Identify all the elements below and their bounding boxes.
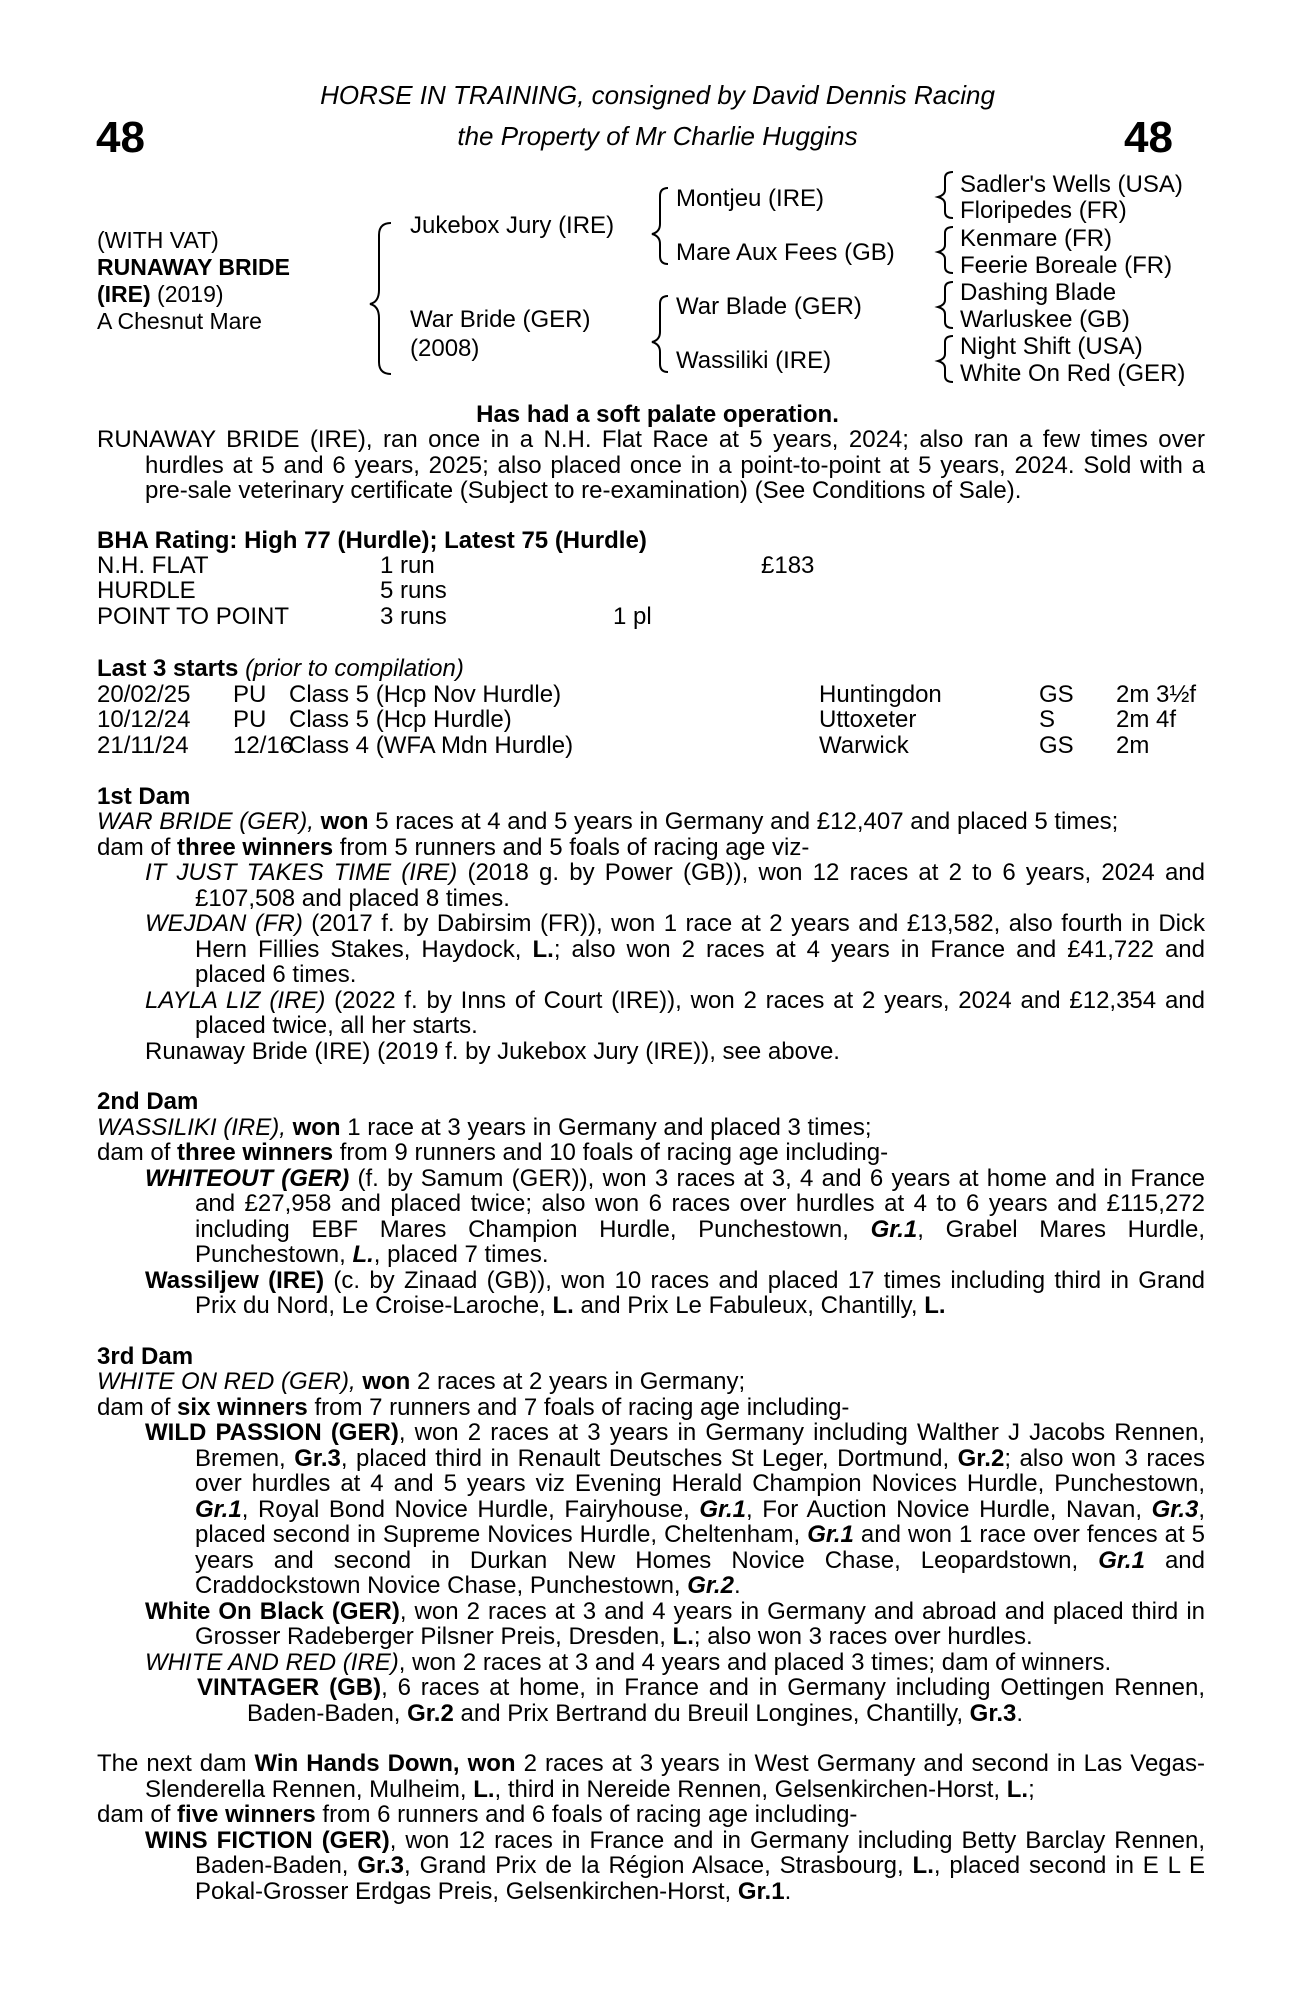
rating-runs: 1 run (380, 552, 435, 579)
offspring-name: WHITE AND RED (IRE) (145, 1648, 399, 1676)
offspring-text-2: ; also won 2 races at 4 years in France and £41,722 and placed 6 times. (195, 935, 1206, 988)
offspring-text: (c. by Zinaad (GB)), won 10 races and placed 17 times including third in Grand Prix du Nord, Le Croise-Laroche, (195, 1266, 1206, 1319)
horse-country: (IRE) (97, 281, 151, 307)
third-dam-title: 3rd Dam (97, 1342, 194, 1370)
won-word: , won (452, 1750, 516, 1777)
second-dam-offspring-2 (145, 1268, 1205, 1319)
last-starts-label: Last 3 starts (97, 655, 239, 682)
offspring-name: VINTAGER (GB) (197, 1674, 382, 1701)
winners-count: six winners (177, 1393, 308, 1421)
horse-description: A Chesnut Mare (97, 308, 262, 334)
produce-text: from 5 runners and 5 foals of racing age viz- (333, 833, 810, 861)
group-mark: Gr.1 (870, 1215, 918, 1243)
lot-number-left: 48 (96, 113, 145, 162)
pedigree-gen3-5: Dashing Blade (960, 279, 1117, 306)
offspring-text: . (733, 1572, 741, 1599)
produce-prefix: dam of (97, 1139, 178, 1166)
start-date: 21/11/24 (97, 731, 189, 759)
offspring-text: (2017 f. by Dabirsim (FR)), won 1 race at 2 years and £13,582, also fourth in Dick Hern Fillies Stakes, Haydock, (195, 910, 1205, 963)
start-distance: 2m 3½f (1116, 680, 1197, 708)
rating-table (97, 553, 1205, 630)
offspring-text: (f. by Samum (GER)), won 3 races at 3, 4 and 6 years at home and in France and £27,958 and placed twice; also won 6 races over hurdles at 4 to 6 years and £115,272 including EBF Mares Champion Hurdle, Punchestown, (195, 1164, 1206, 1243)
offspring-text-4: . (784, 1877, 792, 1905)
start-date: 10/12/24 (97, 705, 191, 733)
pedigree-gen3-1: Sadler's Wells (USA) (960, 171, 1183, 198)
start-course: Huntingdon (819, 680, 942, 708)
pedigree-sire-sire: Montjeu (IRE) (676, 185, 825, 212)
dam-name: WASSILIKI (IRE), (97, 1113, 286, 1141)
group-mark: Gr.2 (407, 1699, 454, 1727)
offspring-text-2: ; also won 3 races over hurdles. (693, 1623, 1033, 1650)
next-dam-text: 2 races at 3 years in West Germany and second in Las Vegas-Slenderella Rennen, Mulheim, (145, 1750, 1205, 1803)
dam-record-text: 5 races at 4 and 5 years in Germany and £12,407 and placed 5 times; (368, 808, 1119, 835)
next-dam-text-2: , third in Nereide Rennen, Gelsenkirchen-Horst, (494, 1775, 1007, 1803)
offspring-text: , won 2 races at 3 years in Germany including Walther J Jacobs Rennen, Bremen, (195, 1419, 1205, 1472)
group-mark: Gr.1 (1098, 1546, 1145, 1574)
offspring-name: WHITEOUT (GER) (145, 1164, 350, 1192)
pedigree-dam: War Bride (GER) (410, 306, 591, 333)
start-course: Uttoxeter (819, 705, 917, 733)
offspring-text: , placed second in Supreme Novices Hurdle, Cheltenham, (195, 1495, 1206, 1548)
start-going: S (1039, 705, 1056, 733)
start-distance: 2m (1116, 731, 1150, 759)
second-dam-record (97, 1115, 1205, 1141)
header-consignor: HORSE IN TRAINING, consigned by David Dennis Racing (320, 80, 995, 110)
horse-year: (2019) (150, 281, 224, 307)
listed-mark: L. (672, 1623, 694, 1650)
third-dam-grandoffspring-1 (197, 1675, 1205, 1726)
offspring-text: ; also won 3 races over hurdles at 4 and 5 years viz Evening Herald Champion Novices Hurdle, Punchestown, (195, 1444, 1206, 1497)
offspring-text: , placed third in Renault Deutsches St Leger, Dortmund, (340, 1444, 958, 1472)
next-dam-produce (97, 1802, 1205, 1828)
offspring-name: White On Black (GER) (145, 1597, 400, 1625)
group-mark: Gr.3 (1151, 1495, 1199, 1523)
dam-record-text: 1 race at 3 years in Germany and placed 3 times; (340, 1113, 872, 1141)
pedigree-gen3-7: Night Shift (USA) (960, 333, 1143, 360)
group-mark-2: Gr.3 (969, 1699, 1017, 1727)
produce-text: from 7 runners and 7 foals of racing age including- (307, 1393, 850, 1421)
last-starts-table (97, 682, 1205, 759)
produce-prefix: dam of (97, 833, 178, 861)
group-mark: Gr.2 (687, 1572, 734, 1599)
won-word: won (355, 1368, 411, 1395)
start-race: Class 5 (Hcp Nov Hurdle) (289, 680, 562, 708)
second-dam-title: 2nd Dam (97, 1088, 199, 1115)
listed-mark: L. (552, 1292, 574, 1319)
horse-name: RUNAWAY BRIDE (97, 254, 290, 280)
pedigree-dam-dam: Wassiliki (IRE) (676, 347, 832, 374)
offspring-text: , won 2 races at 3 and 4 years in Germany and abroad and placed third in Grosser Radeberger Pilsner Preis, Dresden, (195, 1597, 1206, 1650)
last-starts-note: (prior to compilation) (238, 655, 464, 682)
soft-palate-notice: Has had a soft palate operation. (476, 401, 839, 428)
offspring-text: , won 12 races in France and in Germany including Betty Barclay Rennen, Baden-Baden, (195, 1826, 1205, 1879)
produce-prefix: dam of (97, 1393, 178, 1421)
first-dam-produce (97, 835, 1205, 861)
rating-type: POINT TO POINT (97, 603, 290, 630)
vat-label: (WITH VAT) (97, 227, 219, 253)
offspring-text: (2018 g. by Power (GB)), won 12 races at 2 to 6 years, 2024 and £107,508 and placed 8 times. (195, 859, 1205, 912)
listed-mark: L. (473, 1775, 495, 1803)
offspring-name: WEJDAN (FR) (145, 910, 303, 937)
start-pos: PU (233, 680, 267, 708)
listed-mark: L. (352, 1241, 374, 1268)
third-dam-offspring-2 (145, 1599, 1205, 1650)
pedigree-gen3-8: White On Red (GER) (960, 360, 1186, 387)
pedigree-sire-dam: Mare Aux Fees (GB) (676, 239, 895, 266)
pedigree-gen3-6: Warluskee (GB) (960, 306, 1130, 333)
offspring-name: IT JUST TAKES TIME (IRE) (145, 859, 458, 886)
bha-rating-title: BHA Rating: High 77 (Hurdle); Latest 75 (Hurdle) (97, 526, 647, 554)
group-mark: Gr.1 (699, 1495, 747, 1523)
start-race: Class 4 (WFA Mdn Hurdle) (289, 731, 574, 759)
next-dam-record (97, 1751, 1205, 1802)
offspring-text: , won 2 races at 3 and 4 years and placed 3 times; dam of winners. (398, 1648, 1112, 1676)
listed-mark-2: L. (1006, 1775, 1029, 1803)
third-dam-produce (97, 1395, 1205, 1421)
start-course: Warwick (819, 731, 909, 759)
second-dam-offspring-1 (145, 1166, 1205, 1268)
offspring-name: LAYLA LIZ (IRE) (145, 986, 326, 1014)
pedigree-gen3-2: Floripedes (FR) (960, 197, 1127, 224)
group-mark: Gr.3 (294, 1444, 341, 1472)
header-property: the Property of Mr Charlie Huggins (457, 121, 858, 151)
dam-record-text: 2 races at 2 years in Germany; (410, 1368, 746, 1395)
last-starts-title (97, 656, 1205, 682)
next-dam-text-3: ; (1028, 1775, 1035, 1803)
second-dam-produce (97, 1140, 1205, 1166)
group-mark-2: Gr.1 (737, 1877, 785, 1905)
first-dam-offspring-1 (145, 860, 1205, 911)
pedigree-dam-sire: War Blade (GER) (676, 293, 862, 320)
rating-runs: 3 runs (380, 603, 447, 630)
offspring-text: and won 1 race over fences at 5 years and second in Durkan New Homes Novice Chase, Leopardstown, (195, 1521, 1205, 1574)
winners-count: three winners (177, 833, 334, 861)
pedigree-gen3-3: Kenmare (FR) (960, 225, 1113, 252)
offspring-text-3: . (1016, 1699, 1024, 1727)
offspring-text-3: , placed second in E L E Pokal-Grosser Erdgas Preis, Gelsenkirchen-Horst, (195, 1852, 1206, 1905)
offspring-text-2: , Grand Prix de la Région Alsace, Strasbourg, (404, 1852, 913, 1879)
next-dam-offspring-1 (145, 1828, 1205, 1905)
group-mark: Gr.1 (807, 1521, 854, 1548)
produce-text: from 9 runners and 10 foals of racing age including- (333, 1139, 889, 1166)
rating-placed: 1 pl (613, 603, 652, 630)
offspring-text: , Royal Bond Novice Hurdle, Fairyhouse, (241, 1495, 700, 1523)
offspring-text: , 6 races at home, in France and in Germany including Oettingen Rennen, Baden-Baden, (247, 1674, 1205, 1727)
intro-paragraph: RUNAWAY BRIDE (IRE), ran once in a N.H. Flat Race at 5 years, 2024; also ran a few times over hurdles at 5 and 6 years, 2025; also placed once in a point-to-point at 5 years, 2024. Sold with a pre-sale veterinary certificate (Subject to re-examination) (See Conditions of Sale). (97, 426, 1205, 504)
offspring-text: (2022 f. by Inns of Court (IRE)), won 2 races at 2 years, 2024 and £12,354 and placed twice, all her starts. (195, 986, 1205, 1039)
pedigree-sire: Jukebox Jury (IRE) (410, 212, 615, 239)
first-dam-offspring-2 (145, 911, 1205, 988)
dam-name: WHITE ON RED (GER), (97, 1368, 356, 1395)
winners-count: three winners (177, 1139, 334, 1166)
start-pos: PU (233, 705, 267, 733)
start-date: 20/02/25 (97, 680, 191, 708)
rating-type: N.H. FLAT (97, 552, 209, 579)
rating-prize: £183 (761, 552, 815, 579)
group-mark: Gr.3 (357, 1852, 405, 1879)
produce-prefix: dam of (97, 1801, 178, 1828)
listed-mark: L. (912, 1852, 934, 1879)
offspring-name: WINS FICTION (GER) (145, 1826, 390, 1854)
first-dam-offspring-4: Runaway Bride (IRE) (2019 f. by Jukebox Jury (IRE)), see above. (145, 1037, 840, 1065)
offspring-name: Wassiljew (IRE) (145, 1266, 325, 1294)
offspring-text: , For Auction Novice Hurdle, Navan, (746, 1495, 1152, 1523)
third-dam-record (97, 1369, 1205, 1395)
start-going: GS (1039, 680, 1074, 708)
offspring-text: and Craddockstown Novice Chase, Punchestown, (195, 1546, 1205, 1599)
rating-runs: 5 runs (380, 577, 447, 604)
first-dam-record (97, 809, 1205, 835)
offspring-name: WILD PASSION (GER) (145, 1419, 399, 1446)
lot-number-right: 48 (1124, 113, 1173, 162)
first-dam-title: 1st Dam (97, 782, 191, 810)
group-mark: Gr.1 (195, 1495, 242, 1523)
won-word: won (313, 808, 369, 835)
third-dam-offspring-1 (145, 1420, 1205, 1599)
group-mark: Gr.2 (957, 1444, 1005, 1472)
start-distance: 2m 4f (1116, 705, 1177, 733)
produce-text: from 6 runners and 6 foals of racing age including- (315, 1801, 858, 1828)
offspring-text-2: and Prix Bertrand du Breuil Longines, Chantilly, (453, 1699, 970, 1727)
start-race: Class 5 (Hcp Hurdle) (289, 705, 512, 733)
offspring-text-3: , placed 7 times. (373, 1241, 549, 1268)
first-dam-offspring-3 (145, 988, 1205, 1039)
start-going: GS (1039, 731, 1074, 759)
won-word: won (285, 1113, 341, 1141)
next-dam-name: Win Hands Down (254, 1750, 453, 1777)
listed-mark: L. (532, 935, 554, 963)
dam-name: WAR BRIDE (GER), (97, 808, 314, 835)
catalogue-body (97, 427, 1205, 1904)
listed-mark-2: L. (924, 1292, 946, 1319)
offspring-text-2: , Grabel Mares Hurdle, Punchestown, (195, 1215, 1205, 1268)
rating-type: HURDLE (97, 577, 196, 604)
winners-count: five winners (177, 1801, 316, 1828)
next-dam-prefix: The next dam (97, 1750, 255, 1777)
offspring-text-2: and Prix Le Fabuleux, Chantilly, (573, 1292, 925, 1319)
third-dam-offspring-3 (145, 1650, 1205, 1676)
pedigree-gen3-4: Feerie Boreale (FR) (960, 252, 1173, 279)
pedigree-dam-year: (2008) (410, 335, 480, 362)
start-pos: 12/16 (233, 731, 294, 759)
